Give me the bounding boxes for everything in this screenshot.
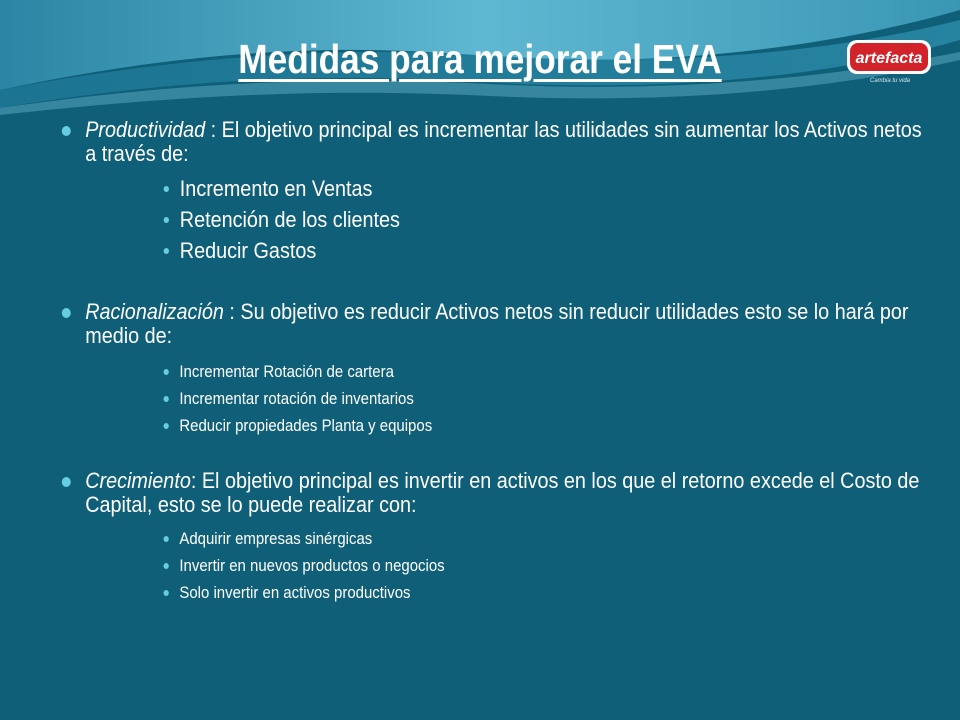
list-item: Incremento en Ventas xyxy=(160,173,835,204)
list-item: Reducir Gastos xyxy=(160,235,835,266)
text-productividad: : El objetivo principal es incrementar las utilidades sin aumentar los Activos netos a través de: xyxy=(85,117,922,166)
text-crecimiento: : El objetivo principal es invertir en activos en los que el retorno excede el Costo de Capital, esto se lo puede realizar con: xyxy=(85,468,920,517)
list-item: Incrementar rotación de inventarios xyxy=(160,385,820,412)
list-racionalizacion xyxy=(160,358,910,439)
bullet-dot xyxy=(62,308,71,318)
text-racionalizacion: : Su objetivo es reducir Activos netos sin reducir utilidades esto se lo hará por medio de: xyxy=(85,299,909,348)
bullet-dot xyxy=(62,477,71,487)
term-crecimiento: Crecimiento xyxy=(85,468,191,493)
list-item: Reducir propiedades Planta y equipos xyxy=(160,412,820,439)
artefacta-logo xyxy=(846,36,932,86)
slide-title: Medidas para mejorar el EVA xyxy=(238,36,722,82)
list-item: Incrementar Rotación de cartera xyxy=(160,358,820,385)
list-item: Adquirir empresas sinérgicas xyxy=(160,525,820,552)
bullet-crecimiento xyxy=(60,469,922,517)
term-productividad: Productividad xyxy=(85,117,206,142)
list-crecimiento xyxy=(160,525,910,606)
svg-text:Cambia tu vida: Cambia tu vida xyxy=(869,78,911,84)
bullet-racionalizacion xyxy=(60,300,922,348)
term-racionalizacion: Racionalización xyxy=(85,299,224,324)
bullet-dot xyxy=(62,126,71,136)
bullet-productividad xyxy=(60,118,922,166)
svg-text:artefacta: artefacta xyxy=(855,50,923,67)
list-item: Invertir en nuevos productos o negocios xyxy=(160,552,820,579)
list-item: Retención de los clientes xyxy=(160,204,835,235)
list-item: Solo invertir en activos productivos xyxy=(160,579,820,606)
list-productividad xyxy=(160,173,910,266)
content xyxy=(60,117,922,606)
